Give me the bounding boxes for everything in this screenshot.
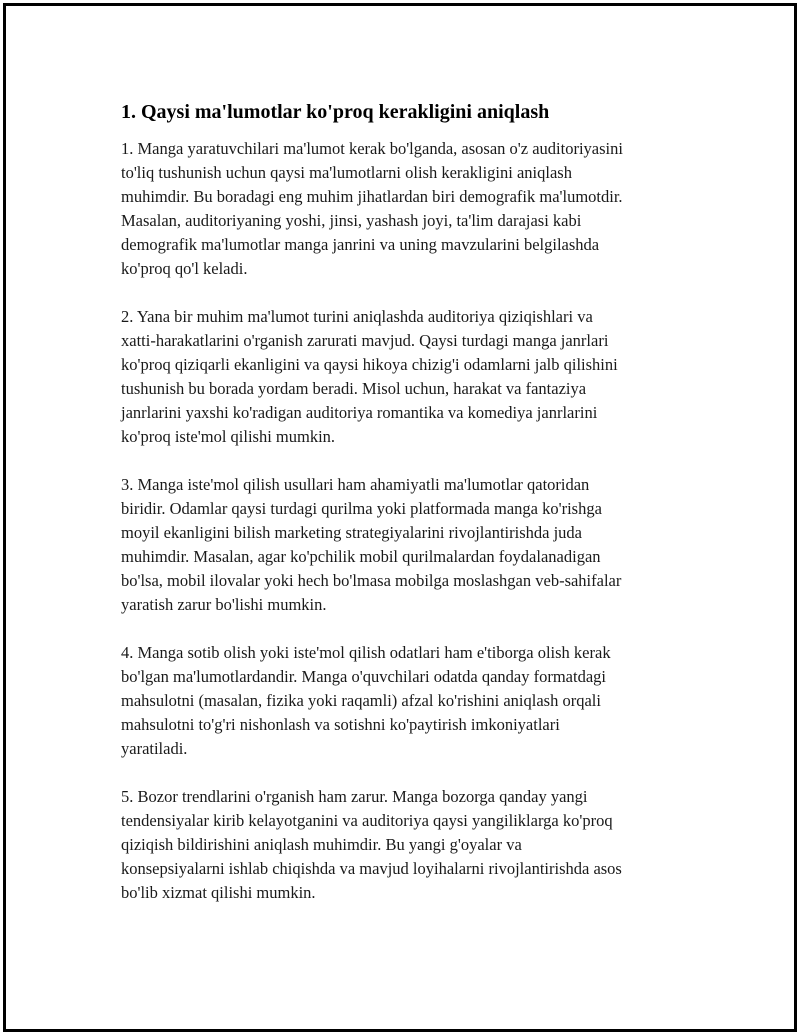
paragraph-2: 2. Yana bir muhim ma'lumot turini aniqlashda auditoriya qiziqishlari va xatti-harakatlarini o'rganish zarurati mavjud. Qaysi turdagi manga janrlari ko'proq qiziqarli ekanligini va qaysi hikoya chizig'i odamlarni jalb qilishini tushunish bu borada yordam beradi. Misol uchun, harakat va fantaziya janrlarini yaxshi ko'radigan auditoriya romantika va komediya janrlarini ko'proq iste'mol qilishi mumkin. [121,307,618,446]
document-title: 1. Qaysi ma'lumotlar ko'proq kerakligini aniqlash [121,101,550,123]
paragraph-5: 5. Bozor trendlarini o'rganish ham zarur. Manga bozorga qanday yangi tendensiyalar kirib kelayotganini va auditoriya qaysi yangiliklarga ko'proq qiziqish bildirishini aniqlash muhimdir. Bu yangi g'oyalar va konsepsiyalarni ishlab chiqishda va mavjud loyihalarni rivojlantirishda asos bo'lib xizmat qilishi mumkin. [121,787,622,902]
page-frame [3,3,797,1032]
paragraph-1: 1. Manga yaratuvchilari ma'lumot kerak bo'lganda, asosan o'z auditoriyasini to'liq tushunish uchun qaysi ma'lumotlarni olish kerakligini aniqlash muhimdir. Bu boradagi eng muhim jihatlardan biri demografik ma'lumotdir. Masalan, auditoriyaning yoshi, jinsi, yashash joyi, ta'lim darajasi kabi demografik ma'lumotlar manga janrini va uning mavzularini belgilashda ko'proq qo'l keladi. [121,139,623,278]
document-body [121,99,691,929]
paragraph-4: 4. Manga sotib olish yoki iste'mol qilish odatlari ham e'tiborga olish kerak bo'lgan ma'lumotlardandir. Manga o'quvchilari odatda qanday formatdagi mahsulotni (masalan, fizika yoki raqamli) afzal ko'rishini aniqlash orqali mahsulotni to'g'ri nishonlash va sotishni ko'paytirish imkoniyatlari yaratiladi. [121,643,611,758]
paragraph-3: 3. Manga iste'mol qilish usullari ham ahamiyatli ma'lumotlar qatoridan biridir. Odamlar qaysi turdagi qurilma yoki platformada manga ko'rishga moyil ekanligini bilish marketing strategiyalarini rivojlantirishda juda muhimdir. Masalan, agar ko'pchilik mobil qurilmalardan foydalanadigan bo'lsa, mobil ilovalar yoki hech bo'lmasa mobilga moslashgan veb-sahifalar yaratish zarur bo'lishi mumkin. [121,475,622,614]
